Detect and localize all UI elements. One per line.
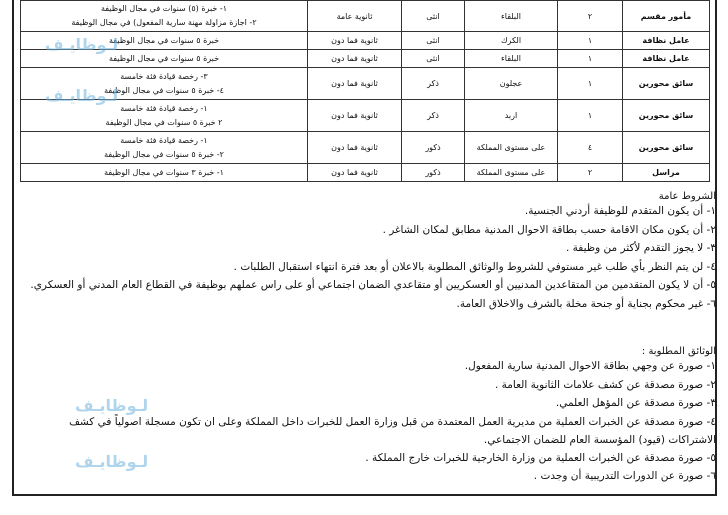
document-item: ٣- صورة مصدقة عن المؤهل العلمي. xyxy=(555,397,716,409)
job-education: ثانوية فما دون xyxy=(308,32,402,50)
job-title: مأمور مقسم xyxy=(623,1,710,32)
job-gender: ذكر xyxy=(402,68,465,100)
section-heading: الشروط عامة xyxy=(658,191,716,202)
job-experience: ١- رخصة قيادة فئة خامسة ٢ خبرة ٥ سنوات في مجال الوظيفة xyxy=(21,100,308,132)
job-gender: ذكور xyxy=(402,164,465,182)
job-education: ثانوية فما دون xyxy=(308,132,402,164)
job-count: ١ xyxy=(558,100,623,132)
job-title: عامل نظافة xyxy=(623,50,710,68)
job-location: عجلون xyxy=(465,68,558,100)
table-row xyxy=(21,164,710,182)
section-heading: الوثائق المطلوبة : xyxy=(641,346,716,357)
job-location: على مستوى المملكة xyxy=(465,164,558,182)
job-gender: انثى xyxy=(402,1,465,32)
table-row xyxy=(21,68,710,100)
job-count: ١ xyxy=(558,32,623,50)
condition-item: ٥- أن لا يكون المتقدمين من المتقاعدين المدنيين أو العسكريين أو متقاعدي الضمان اجتماعي أو على راس عملهم بوظيفة في القطاع العام المدني أو العسكري. xyxy=(30,279,716,291)
job-count: ٢ xyxy=(558,164,623,182)
document-item: ٢- صورة مصدقة عن كشف علامات الثانوية العامة . xyxy=(494,378,716,391)
job-title: عامل نظافة xyxy=(623,32,710,50)
job-title: سائق محورين xyxy=(623,68,710,100)
job-title: سائق محورين xyxy=(623,132,710,164)
job-count: ٢ xyxy=(558,1,623,32)
table-row xyxy=(21,100,710,132)
general-conditions xyxy=(20,191,716,314)
watermark-logo: لـوظايـف xyxy=(45,86,119,105)
watermark-logo: لـوظايـف xyxy=(45,35,119,54)
condition-item: ٢- أن يكون مكان الاقامة حسب بطاقة الاحوال المدنية مطابق لمكان الشاغر . xyxy=(382,223,716,236)
condition-item: ٣- لا يجوز التقدم لأكثر من وظيفة . xyxy=(565,242,716,254)
job-count: ١ xyxy=(558,68,623,100)
table-row xyxy=(21,50,710,68)
watermark-logo: لـوظايـف xyxy=(75,396,149,415)
job-gender: انثى xyxy=(402,32,465,50)
job-location: البلقاء xyxy=(465,50,558,68)
table-row xyxy=(21,132,710,164)
job-location: على مستوى المملكة xyxy=(465,132,558,164)
job-experience: ٣- رخصة قيادة فئة خامسة ٤- خبرة ٥ سنوات في مجال الوظيفة xyxy=(21,68,308,100)
job-experience: ١- خبرة (٥) سنوات في مجال الوظيفة ٢- اجازة مزاولة مهنة سارية المفعول) في مجال الوظيفة xyxy=(21,1,308,32)
job-gender: ذكر xyxy=(402,100,465,132)
condition-item: ٦- غير محكوم بجناية أو جنحة مخلة بالشرف والاخلاق العامة. xyxy=(456,298,716,310)
job-gender: انثى xyxy=(402,50,465,68)
table-row xyxy=(21,1,710,32)
job-education: ثانوية عامة xyxy=(308,1,402,32)
condition-item: ١- أن يكون المتقدم للوظيفة أردني الجنسية. xyxy=(524,205,716,217)
condition-item: ٤- لن يتم النظر بأي طلب غير مستوفي للشروط والوثائق المطلوبة بالاعلان أو بعد فترة انتهاء استقبال الطلبات . xyxy=(233,260,716,273)
job-experience: خبرة ٥ سنوات في مجال الوظيفة xyxy=(21,50,308,68)
job-education: ثانوية فما دون xyxy=(308,100,402,132)
document-item: ٥- صورة مصدقة عن الخبرات العملية من وزارة الخارجية للخبرات خارج المملكة . xyxy=(365,451,716,464)
jobs-table xyxy=(20,0,710,182)
table-row xyxy=(21,32,710,50)
job-count: ١ xyxy=(558,50,623,68)
job-experience: ١- رخصة قيادة فئة خامسة ٢- خبرة ٥ سنوات في مجال الوظيفة xyxy=(21,132,308,164)
job-education: ثانوية فما دون xyxy=(308,68,402,100)
document-item: ٤- صورة مصدقة عن الخبرات العملية من مديرية العمل المعتمدة من قبل وزارة العمل للخبرات داخل المملكة وعلى ان تكون مسجلة اصولياً في كشف الاشتراكات (قيود) المؤسسة العام للضمان الاجتماعي. xyxy=(69,415,716,446)
job-title: سائق محورين xyxy=(623,100,710,132)
job-location: البلقاء xyxy=(465,1,558,32)
job-experience: ١- خبرة ٣ سنوات في مجال الوظيفة xyxy=(21,164,308,182)
watermark-logo: لـوظايـف xyxy=(75,452,149,471)
job-location: اربد xyxy=(465,100,558,132)
job-education: ثانوية فما دون xyxy=(308,50,402,68)
job-location: الكرك xyxy=(465,32,558,50)
job-count: ٤ xyxy=(558,132,623,164)
job-title: مراسل xyxy=(623,164,710,182)
job-gender: ذكور xyxy=(402,132,465,164)
job-experience: خبرة ٥ سنوات في مجال الوظيفة xyxy=(21,32,308,50)
job-education: ثانوية فما دون xyxy=(308,164,402,182)
document-item: ١- صورة عن وجهي بطاقة الاحوال المدنية سارية المفعول. xyxy=(464,360,716,372)
document-item: ٦- صورة عن الدورات التدريبية أن وجدت . xyxy=(533,470,716,482)
